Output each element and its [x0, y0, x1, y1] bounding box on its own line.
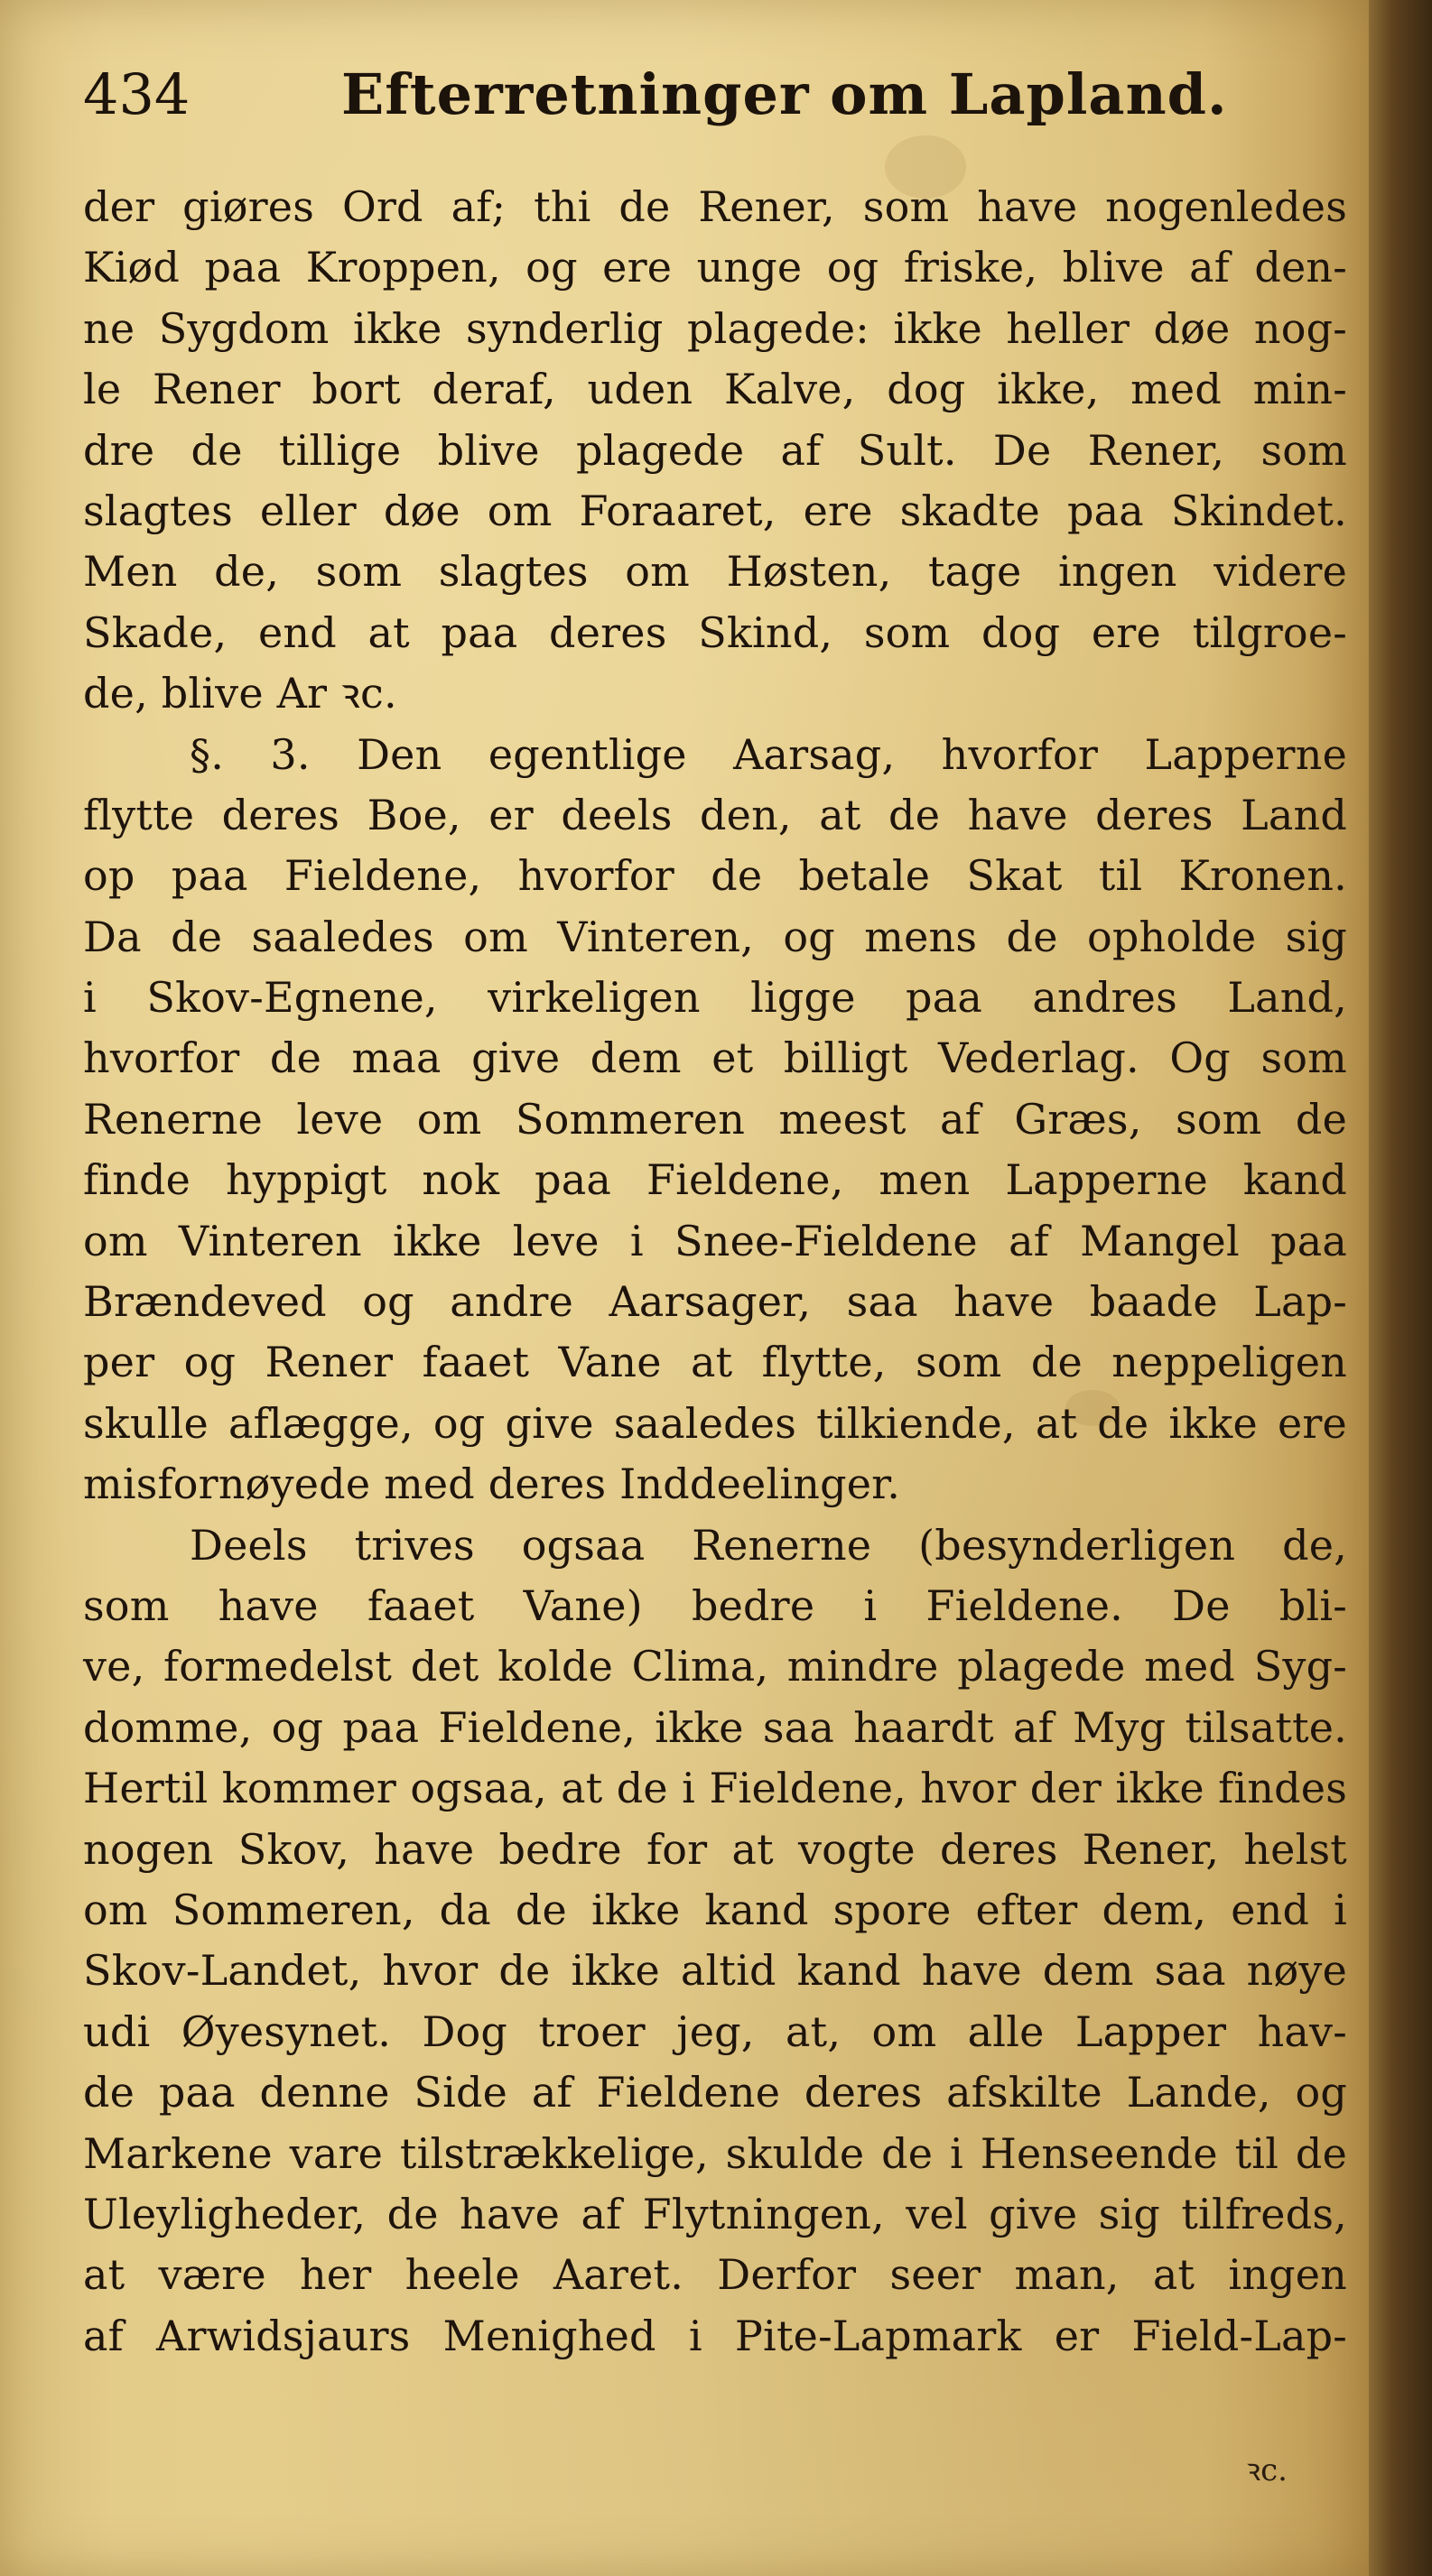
paragraph-start-line: Deels trives ogsaa Renerne (besynderligen de, [190, 1520, 1347, 1570]
text-line: de, blive Ar ꝛc. [83, 669, 397, 718]
text-line: om Vinteren ikke leve i Snee-Fieldene af Mangel paa [83, 1216, 1347, 1265]
text-line: Kiød paa Kroppen, og ere unge og friske, blive af den- [83, 243, 1347, 292]
text-line: finde hyppigt nok paa Fieldene, men Lapperne kand [83, 1155, 1347, 1205]
text-line: Renerne leve om Sommeren meest af Græs, som de [83, 1094, 1347, 1144]
text-line: Skade, end at paa deres Skind, som dog ere tilgroe- [83, 607, 1347, 657]
text-line: Uleyligheder, de have af Flytningen, vel give sig tilfreds, [83, 2189, 1347, 2238]
section-heading-line: §. 3. Den egentlige Aarsag, hvorfor Lapperne [190, 729, 1347, 779]
text-line: Da de saaledes om Vinteren, og mens de opholde sig [83, 912, 1347, 961]
text-line: le Rener bort deraf, uden Kalve, dog ikke, med min- [83, 365, 1347, 414]
catchword: ꝛc. [1246, 2452, 1288, 2488]
running-title: Efterretninger om Lapland. [341, 61, 1228, 127]
text-line: der giøres Ord af; thi de Rener, som have nogenledes [83, 182, 1347, 231]
text-line: Men de, som slagtes om Høsten, tage ingen videre [83, 547, 1347, 597]
text-line: i Skov-Egnene, virkeligen ligge paa andres Land, [83, 973, 1347, 1023]
text-line: af Arwidsjaurs Menighed i Pite-Lapmark er Field-Lap- [83, 2311, 1347, 2360]
text-line: at være her heele Aaret. Derfor seer man, at ingen [83, 2250, 1347, 2300]
body-text [83, 177, 1347, 2367]
text-line: ne Sygdom ikke synderlig plagede: ikke heller døe nog- [83, 303, 1347, 353]
running-head [0, 61, 1369, 152]
text-line: op paa Fieldene, hvorfor de betale Skat til Kronen. [83, 851, 1347, 901]
text-line: Skov-Landet, hvor de ikke altid kand have dem saa nøye [83, 1946, 1347, 1996]
text-line: per og Rener faaet Vane at flytte, som de neppeligen [83, 1338, 1347, 1387]
text-line: slagtes eller døe om Foraaret, ere skadte paa Skindet. [83, 486, 1347, 535]
text-line: skulle aflægge, og give saaledes tilkiende, at de ikke ere [83, 1398, 1347, 1448]
text-line: dre de tillige blive plagede af Sult. De Rener, som [83, 425, 1347, 475]
book-spine-edge [1369, 0, 1432, 2576]
text-line: misfornøyede med deres Inddeelinger. [83, 1459, 901, 1509]
text-line: hvorfor de maa give dem et billigt Vederlag. Og som [83, 1033, 1347, 1083]
text-line: Hertil kommer ogsaa, at de i Fieldene, hvor der ikke findes [83, 1764, 1347, 1813]
text-line: de paa denne Side af Fieldene deres afskilte Lande, og [83, 2068, 1347, 2117]
page-number: 434 [83, 61, 191, 127]
text-line: som have faaet Vane) bedre i Fieldene. De bli- [83, 1580, 1347, 1630]
text-line: nogen Skov, have bedre for at vogte deres Rener, helst [83, 1824, 1347, 1874]
text-line: domme, og paa Fieldene, ikke saa haardt af Myg tilsatte. [83, 1702, 1347, 1752]
text-line: Markene vare tilstrækkelige, skulde de i Henseende til de [83, 2128, 1347, 2178]
text-line: ve, formedelst det kolde Clima, mindre plagede med Syg- [83, 1642, 1347, 1691]
text-line: udi Øyesynet. Dog troer jeg, at, om alle Lapper hav- [83, 2006, 1347, 2056]
text-line: flytte deres Boe, er deels den, at de have deres Land [83, 790, 1347, 839]
text-line: Brændeved og andre Aarsager, saa have baade Lap- [83, 1277, 1347, 1327]
text-line: om Sommeren, da de ikke kand spore efter dem, end i [83, 1885, 1347, 1934]
